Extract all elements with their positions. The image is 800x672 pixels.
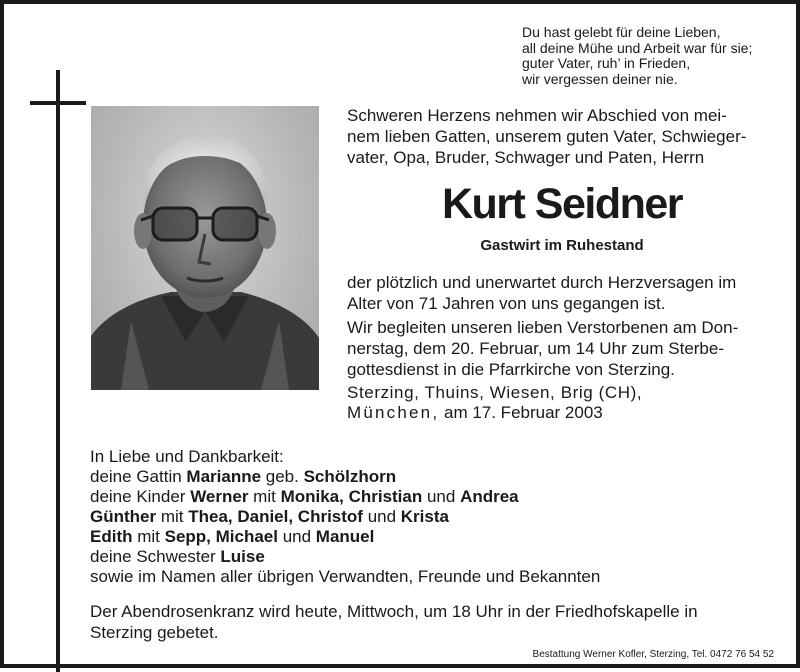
child-name: Werner (190, 487, 249, 506)
text: deine Schwester (90, 547, 221, 566)
rosary-line: Der Abendrosenkranz wird heute, Mittwoch, um 18 Uhr in der Friedhofskapelle in (90, 602, 698, 621)
wife-maiden-name: Schölzhorn (303, 467, 397, 486)
portrait-illustration (91, 106, 319, 390)
text: deine Gattin (90, 467, 187, 486)
death-notice-line: Alter von 71 Jahren von uns gegangen ist. (347, 294, 666, 313)
child-family: Thea, Daniel, Christof (188, 507, 363, 526)
funeral-notice-line: Wir begleiten unseren lieben Verstorbenen am Don- (347, 318, 739, 337)
child-name: Edith (90, 527, 133, 546)
text: mit (248, 487, 281, 506)
poem-line: wir vergessen deiner nie. (522, 70, 678, 87)
intro-line: vater, Opa, Bruder, Schwager und Paten, Herrn (347, 148, 705, 167)
place-date-line (347, 403, 787, 423)
family-line-children (90, 487, 730, 507)
intro-line: Schweren Herzens nehmen wir Abschied von mei- (347, 106, 727, 125)
child-name: Günther (90, 507, 157, 526)
family-line-wife (90, 467, 730, 487)
text: mit (156, 507, 189, 526)
child-family: Sepp, Michael (164, 527, 278, 546)
cross-icon (56, 70, 60, 672)
deceased-occupation: Gastwirt im Ruhestand (480, 237, 644, 254)
death-notice-line: der plötzlich und unerwartet durch Herzversagen im (347, 273, 737, 292)
child-family-last: Manuel (315, 527, 375, 546)
intro-line: nem lieben Gatten, unserem guten Vater, Schwieger- (347, 127, 747, 146)
memorial-poem (522, 25, 792, 87)
undertaker-credit: Bestattung Werner Kofler, Sterzing, Tel. 0472 76 54 52 (532, 649, 774, 660)
poem-line: guter Vater, ruh’ in Frieden, (522, 55, 691, 71)
wife-name: Marianne (186, 467, 262, 486)
family-heading: In Liebe und Dankbarkeit: (90, 447, 284, 466)
cross-icon-bar (30, 101, 86, 105)
family-line-daughter (90, 527, 730, 547)
date-text: am 17. Februar 2003 (439, 403, 603, 422)
funeral-notice-line: gottesdienst in die Pfarrkirche von Sterzing. (347, 360, 675, 379)
rosary-line: Sterzing gebetet. (90, 623, 219, 642)
place-munich: München, (347, 403, 440, 422)
text: und (422, 487, 461, 506)
child-family-last: Krista (400, 507, 449, 526)
poem-line: Du hast gelebt für deine Lieben, (522, 24, 721, 40)
deceased-name: Kurt Seidner (441, 180, 683, 228)
family-line-second-son (90, 507, 730, 527)
intro-text (347, 105, 777, 168)
text: geb. (261, 467, 304, 486)
family-mourners (90, 447, 730, 587)
portrait-photo (91, 106, 319, 390)
text: und (362, 507, 401, 526)
family-line-others: sowie im Namen aller übrigen Verwandten, Freunde und Bekannten (90, 567, 601, 586)
text: und (277, 527, 316, 546)
child-family-last: Andrea (460, 487, 519, 506)
poem-line: all deine Mühe und Arbeit war für sie; (522, 39, 753, 56)
place-and-date (347, 383, 787, 423)
place-line: Sterzing, Thuins, Wiesen, Brig (CH), (347, 383, 643, 402)
child-family: Monika, Christian (280, 487, 423, 506)
funeral-notice-line: nerstag, dem 20. Februar, um 14 Uhr zum Sterbe- (347, 339, 725, 358)
text: mit (132, 527, 165, 546)
funeral-notice (347, 317, 787, 380)
text: deine Kinder (90, 487, 191, 506)
death-notice (347, 272, 787, 314)
sister-name: Luise (220, 547, 265, 566)
family-line-sister (90, 547, 730, 567)
rosary-notice (90, 601, 790, 643)
